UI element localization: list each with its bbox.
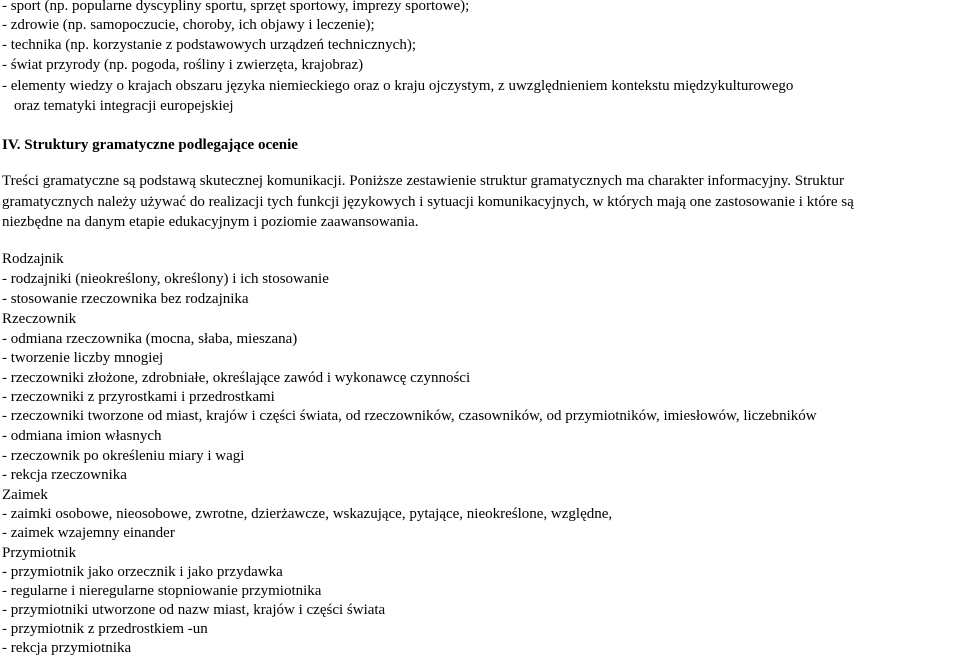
- list-item: - zaimek wzajemny einander: [2, 525, 175, 541]
- category-heading: Rzeczownik: [2, 311, 77, 327]
- list-item: - technika (np. korzystanie z podstawowych urządzeń technicznych);: [2, 37, 416, 53]
- list-item: - rzeczownik po określeniu miary i wagi: [2, 448, 245, 464]
- list-item: - rekcja przymiotnika: [2, 640, 132, 656]
- list-item: - sport (np. popularne dyscypliny sportu, sprzęt sportowy, imprezy sportowe);: [2, 0, 470, 14]
- section-heading: IV. Struktury gramatyczne podlegające ocenie: [2, 137, 298, 153]
- list-item: - zaimki osobowe, nieosobowe, zwrotne, dzierżawcze, wskazujące, pytające, nieokreślone, względne,: [2, 506, 613, 522]
- paragraph-line: Treści gramatyczne są podstawą skutecznej komunikacji. Poniższe zestawienie struktur gramatycznych ma charakter informacyjny. Struktur: [2, 173, 844, 189]
- list-item: - rzeczowniki tworzone od miast, krajów i części świata, od rzeczowników, czasowników, od przymiotników, imiesłowów, liczebników: [2, 408, 817, 424]
- list-item: - rodzajniki (nieokreślony, określony) i ich stosowanie: [2, 271, 329, 287]
- list-item: - stosowanie rzeczownika bez rodzajnika: [2, 291, 249, 307]
- list-item: - regularne i nieregularne stopniowanie przymiotnika: [2, 583, 322, 599]
- list-item: - zdrowie (np. samopoczucie, choroby, ich objawy i leczenie);: [2, 17, 375, 33]
- list-item: - rzeczowniki złożone, zdrobniałe, określające zawód i wykonawcę czynności: [2, 370, 471, 386]
- list-item: - przymiotnik jako orzecznik i jako przydawka: [2, 564, 283, 580]
- list-item: - przymiotniki utworzone od nazw miast, krajów i części świata: [2, 602, 386, 618]
- category-heading: Przymiotnik: [2, 545, 77, 561]
- list-item: - przymiotnik z przedrostkiem -un: [2, 621, 208, 637]
- list-item-continuation: oraz tematyki integracji europejskiej: [14, 98, 234, 114]
- paragraph-line: gramatycznych należy używać do realizacji tych funkcji językowych i sytuacji komunikacyjnych, w których mają one zastosowanie i które są: [2, 194, 854, 210]
- list-item: - tworzenie liczby mnogiej: [2, 350, 164, 366]
- paragraph-line: niezbędne na danym etapie edukacyjnym i poziomie zaawansowania.: [2, 214, 419, 230]
- list-item: - elementy wiedzy o krajach obszaru języka niemieckiego oraz o kraju ojczystym, z uwzględnieniem kontekstu międzykulturowego: [2, 78, 794, 94]
- list-item: - odmiana rzeczownika (mocna, słaba, mieszana): [2, 331, 298, 347]
- category-heading: Zaimek: [2, 487, 48, 503]
- list-item: - świat przyrody (np. pogoda, rośliny i zwierzęta, krajobraz): [2, 57, 364, 73]
- category-heading: Rodzajnik: [2, 251, 64, 267]
- list-item: - odmiana imion własnych: [2, 428, 162, 444]
- list-item: - rzeczowniki z przyrostkami i przedrostkami: [2, 389, 275, 405]
- list-item: - rekcja rzeczownika: [2, 467, 127, 483]
